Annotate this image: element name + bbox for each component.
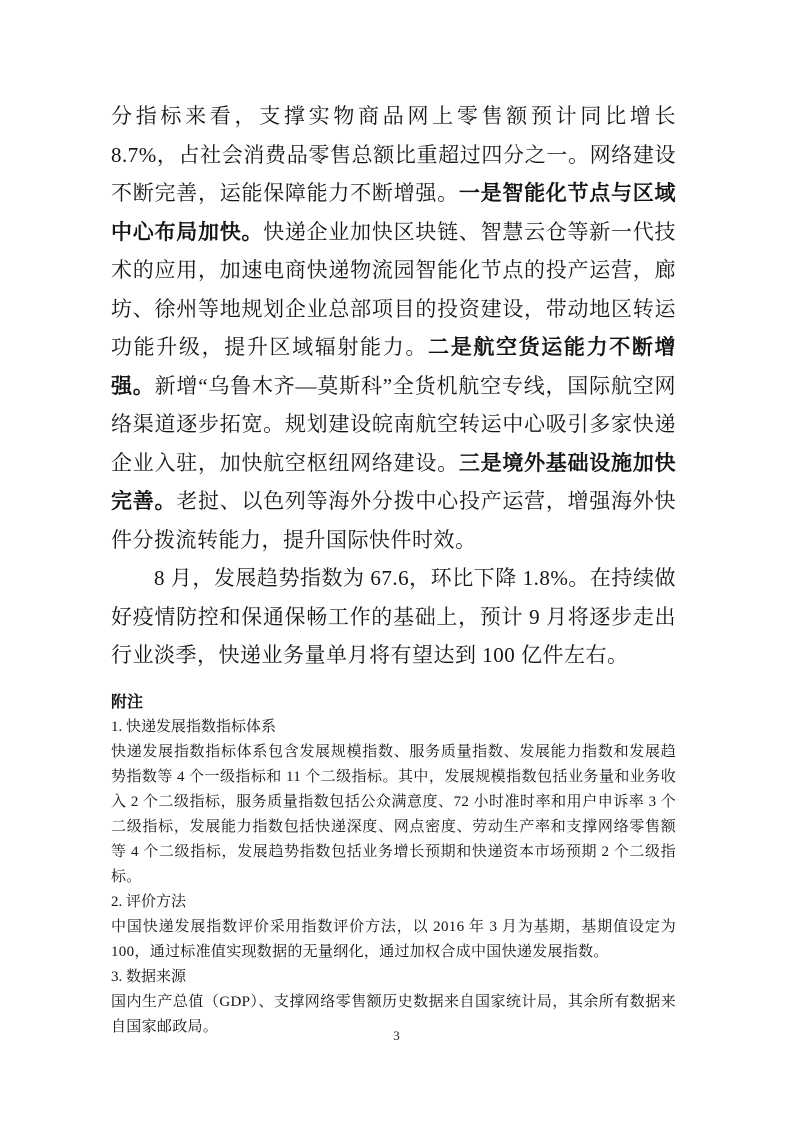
notes-title: 附注	[111, 693, 144, 711]
text-run: 分指标来看，支撑实物商品网上零售额预计同比增长 8.7%，占社会消费品零售总额比重超过四分之一。网络建设不断完善，运能保障能力不断增强。	[111, 104, 676, 205]
note-heading: 2. 评价方法	[111, 893, 187, 910]
emphasis-run: 二是航空货运能力不断增强。	[111, 335, 677, 398]
text-run: 8 月，发展趋势指数为 67.6，环比下降 1.8%。在持续做好疫情防控和保通保畅工作的基础上，预计 9 月将逐步走出行业淡季，快递业务量单月将有望达到 100 亿件左右。	[111, 566, 676, 667]
note-text: 中国快递发展指数评价采用指数评价方法，以 2016 年 3 月为基期，基期值设定为 100，通过标准值实现数据的无量纲化，通过加权合成中国快递发展指数。	[111, 918, 676, 960]
emphasis-run: 三是境外基础设施加快完善。	[111, 450, 677, 513]
note-text: 国内生产总值（GDP）、支撑网络零售额历史数据来自国家统计局，其余所有数据来自国家邮政局。	[111, 993, 676, 1035]
emphasis-run: 一是智能化节点与区域中心布局加快。	[111, 181, 677, 244]
body-paragraphs	[111, 97, 676, 675]
note-heading: 1. 快递发展指数指标体系	[111, 718, 277, 735]
note-heading: 3. 数据来源	[111, 968, 187, 985]
text-run: 老挝、以色列等海外分拨中心投产运营，增强海外快件分拨流转能力，提升国际快件时效。	[111, 489, 677, 552]
paragraph	[111, 97, 676, 559]
paragraph	[111, 559, 676, 675]
note-text: 快递发展指数指标体系包含发展规模指数、服务质量指数、发展能力指数和发展趋势指数等 4 个一级指标和 11 个二级指标。其中，发展规模指数包括业务量和业务收入 2 个二级指标，服务质量指数包括公众满意度、72 小时准时率和用户申诉率 3 个二级指标，发展能力指数包括快递深度、网点密度、劳动生产率和支撑网络零售额等 4 个二级指标，发展趋势指数包括业务增长预期和快递资本市场预期 2 个二级指标。	[111, 743, 676, 885]
page-content	[111, 97, 676, 1040]
text-run: 新增“乌鲁木齐—莫斯科”全货机航空专线，国际航空网络渠道逐步拓宽。规划建设皖南航空转运中心吸引多家快递企业入驻，加快航空枢纽网络建设。	[111, 373, 677, 475]
notes-section	[111, 690, 676, 1040]
page-number: 3	[393, 1028, 400, 1043]
notes-items	[111, 715, 676, 1040]
text-run: 快递企业加快区块链、智慧云仓等新一代技术的应用，加速电商快递物流园智能化节点的投产运营，廊坊、徐州等地规划企业总部项目的投资建设，带动地区转运功能升级，提升区域辐射能力。	[111, 219, 677, 359]
